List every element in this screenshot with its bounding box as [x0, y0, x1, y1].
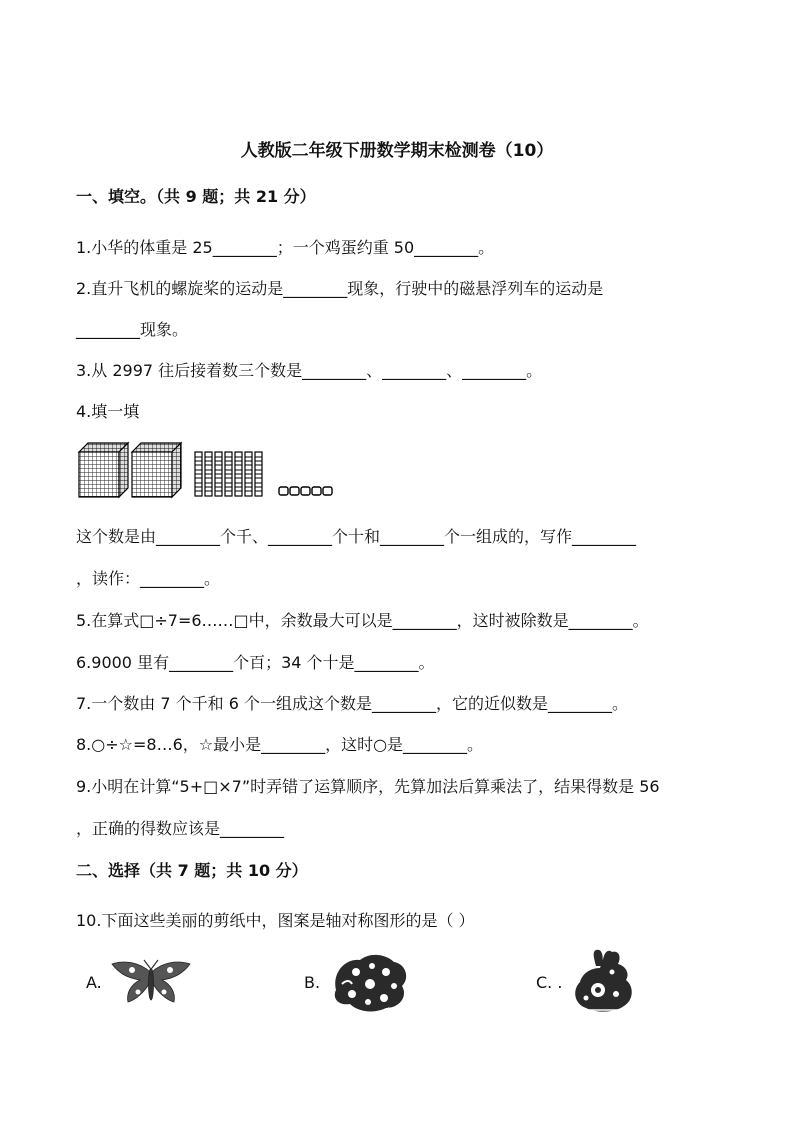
question-1: 1.小华的体重是 25________；一个鸡蛋约重 50________。: [76, 238, 495, 257]
option-a-label: A.: [86, 973, 102, 992]
question-3: 3.从 2997 往后接着数三个数是________、________、________。: [76, 361, 543, 380]
question-9-line-1: 9.小明在计算“5+□×7”时弄错了运算顺序，先算加法后算乘法了，结果得数是 56: [76, 777, 660, 796]
question-8: 8.○÷☆=8…6，☆最小是________，这时○是________。: [76, 735, 484, 754]
butterfly-papercut-icon: [110, 958, 192, 1008]
place-value-blocks-figure: [76, 440, 336, 502]
option-c-label: C. .: [536, 973, 563, 992]
question-5: 5.在算式□÷7=6……□中，余数最大可以是________，这时被除数是________。: [76, 611, 649, 630]
option-b-label: B.: [304, 973, 321, 992]
rabbit-papercut-icon: [568, 948, 638, 1016]
section-heading-choice: 二、选择（共 7 题；共 10 分）: [76, 861, 308, 880]
thousand-cube: [79, 443, 128, 497]
question-4: 4.填一填: [76, 402, 140, 421]
question-2-line-2: ________现象。: [76, 320, 189, 339]
question-2-line-1: 2.直升飞机的螺旋桨的运动是________现象，行驶中的磁悬浮列车的运动是: [76, 279, 604, 298]
question-10: 10.下面这些美丽的剪纸中，图案是轴对称图形的是（ ）: [76, 911, 475, 930]
ten-rods: [195, 452, 262, 496]
unit-cubes: [279, 487, 332, 495]
question-9-line-2: ，正确的得数应该是________: [76, 819, 285, 838]
dragon-papercut-icon: [328, 950, 412, 1016]
question-4-line-b: ，读作：________。: [76, 569, 221, 588]
section-heading-fill-in: 一、填空。（共 9 题；共 21 分）: [76, 187, 316, 206]
question-7: 7.一个数由 7 个千和 6 个一组成这个数是________，它的近似数是________。: [76, 694, 628, 713]
question-6: 6.9000 里有________个百；34 个十是________。: [76, 653, 435, 672]
question-4-line-a: 这个数是由________个千、________个十和________个一组成的，写作________: [76, 527, 637, 546]
page-title: 人教版二年级下册数学期末检测卷（10）: [240, 141, 554, 161]
thousand-cube: [132, 443, 181, 497]
